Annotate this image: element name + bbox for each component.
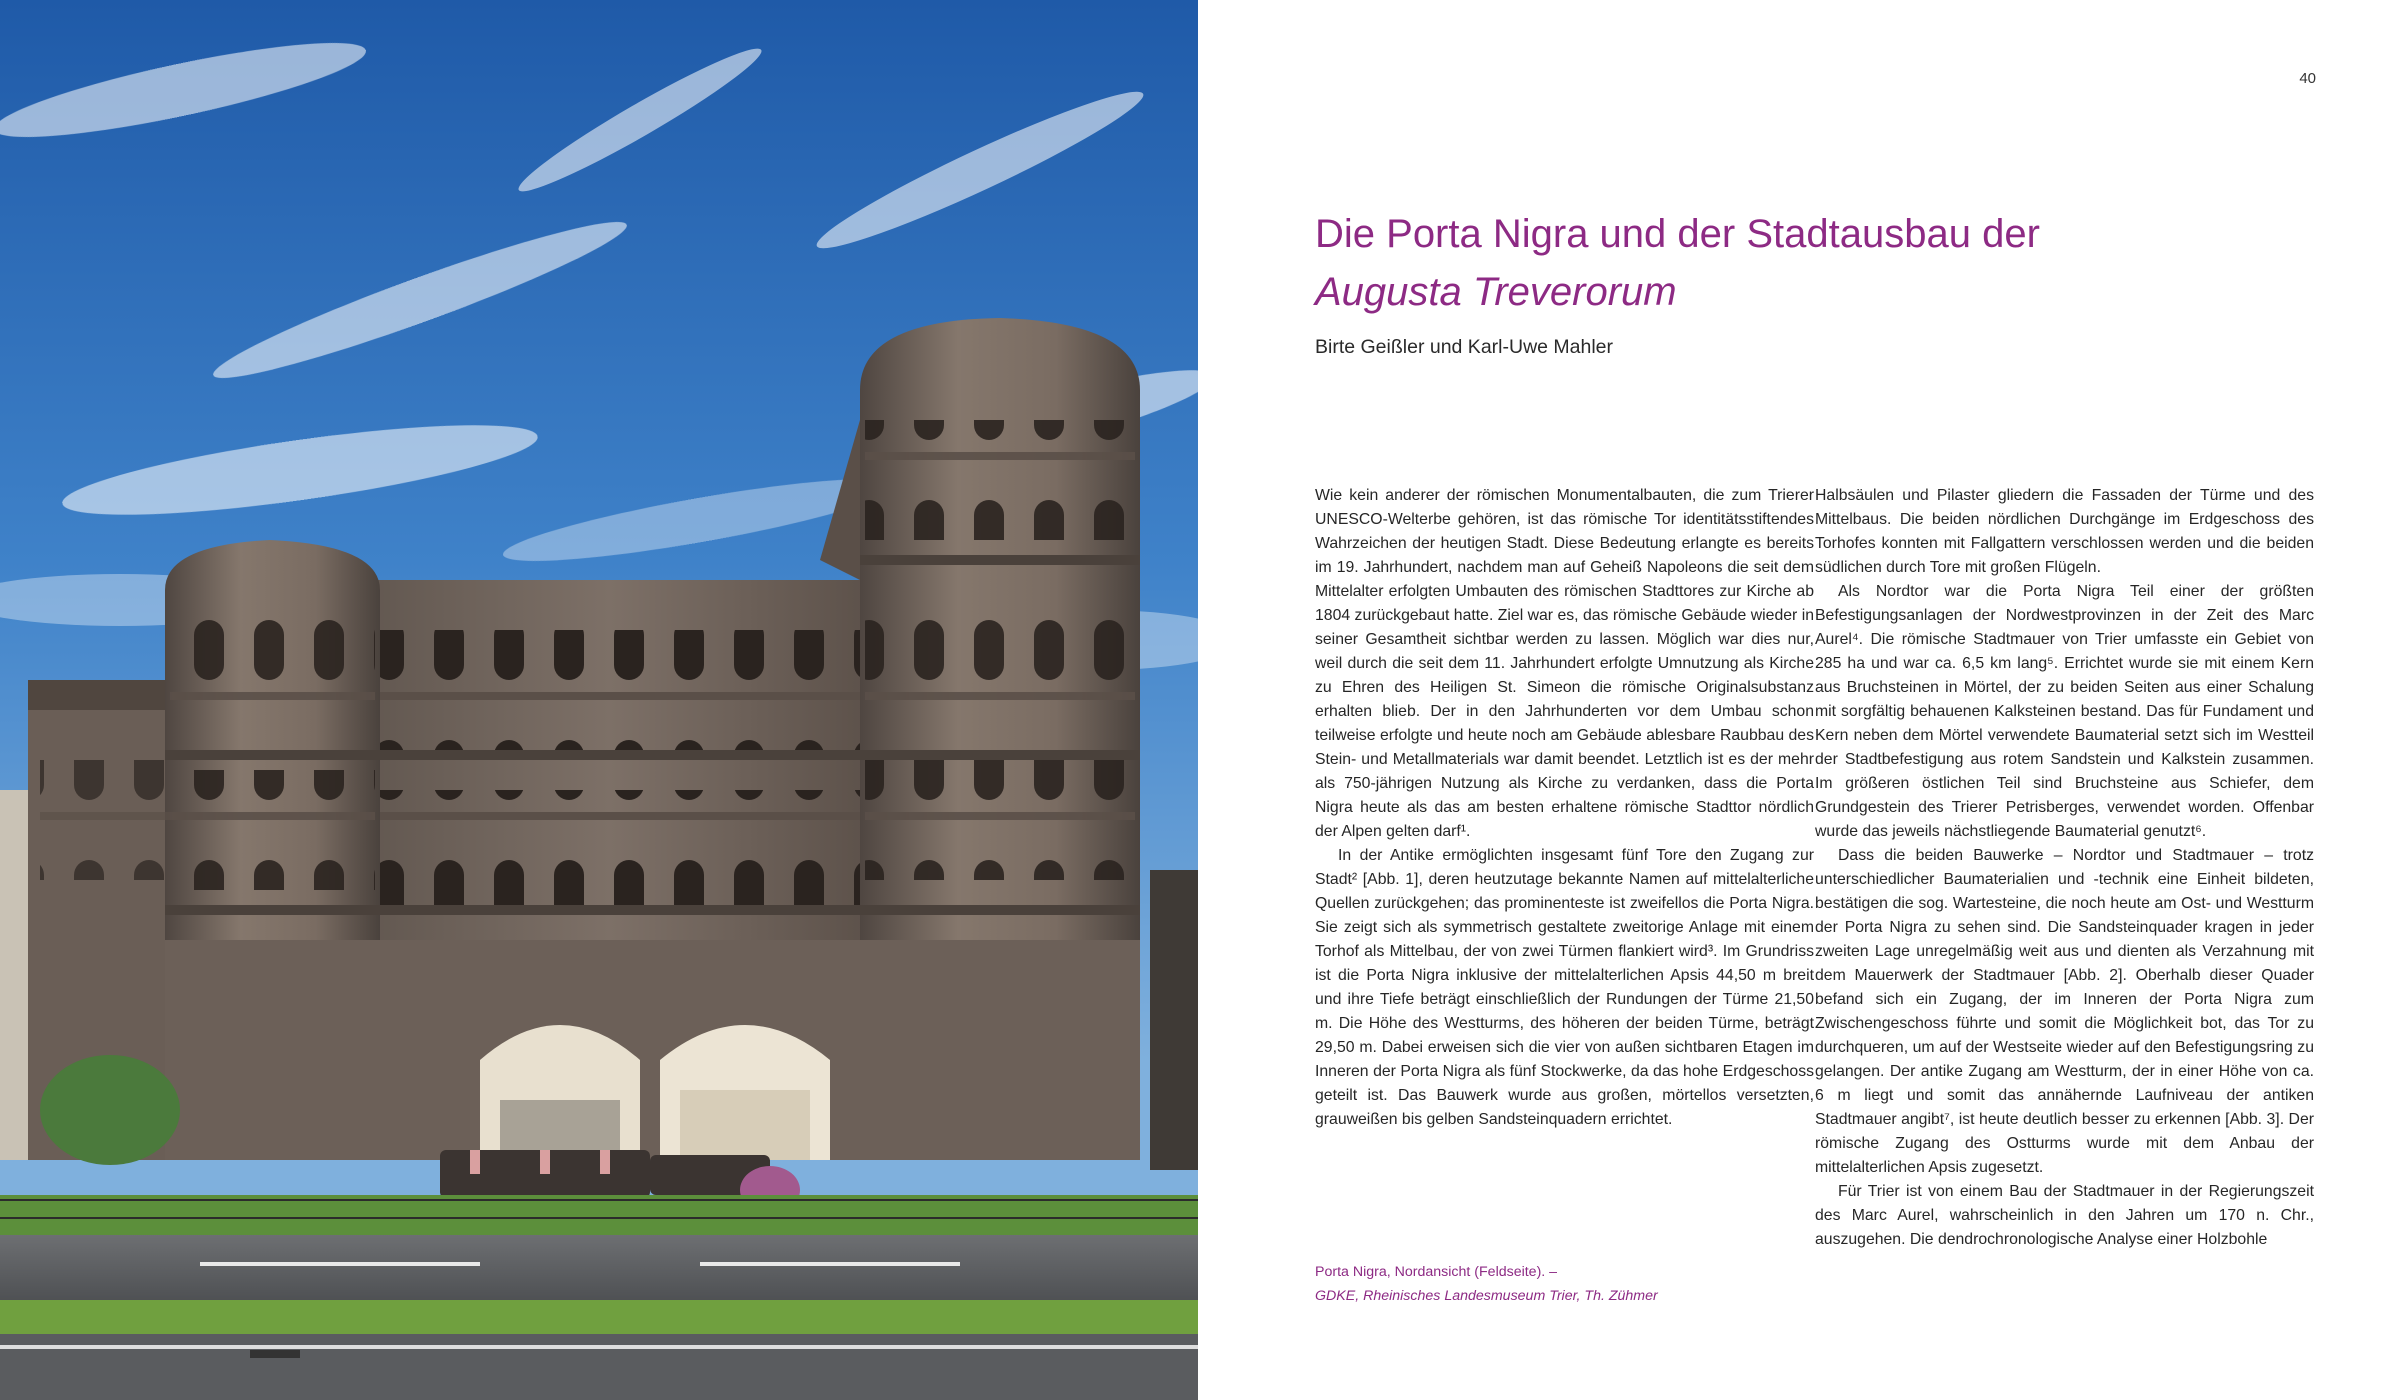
page-number: 40: [2299, 70, 2316, 87]
title-line-2: Augusta Treverorum: [1315, 270, 1677, 314]
caption-text: Porta Nigra, Nordansicht (Feldseite). –: [1315, 1264, 1558, 1280]
paragraph: Für Trier ist von einem Bau der Stadtmauer in der Regierungszeit des Marc Aurel, wahrscheinlich in den Jahren um 170 n. Chr., auszugehen. Die dendrochronologische Analyse einer Holzbohle: [1815, 1183, 2314, 1248]
paragraph: Halbsäulen und Pilaster gliedern die Fassaden der Türme und des Mittelbaus. Die beiden nördlichen Durchgänge im Erdgeschoss des Torhofes konnten mit Fallgattern verschlossen werden und die beiden südlichen durch Tore mit großen Flügeln.: [1815, 487, 2314, 576]
text-page: [1198, 0, 2400, 1400]
caption-credit: GDKE, Rheinisches Landesmuseum Trier, Th. Zühmer: [1315, 1288, 1658, 1304]
authors-byline: Birte Geißler und Karl-Uwe Mahler: [1315, 336, 1614, 358]
article-title: [1315, 205, 2315, 321]
paragraph: In der Antike ermöglichten insgesamt fünf Tore den Zugang zur Stadt² [Abb. 1], deren heutzutage bekannte Namen auf mittelalterliche Quellen zurückgehen; das prominenteste ist zweifellos die Porta Nigra. Sie zeigt sich als symmetrisch gestaltete zweitorige Anlage mit einem Torhof als Mittelbau, der von zwei Türmen flankiert wird³. Im Grundriss ist die Porta Nigra inklusive der mittelalterlichen Apsis 44,50 m breit und ihre Tiefe beträgt einschließlich der Rundungen der Türme 21,50 m. Die Höhe des Westturms, des höheren der beiden Türme, beträgt 29,50 m. Dabei erweisen sich die vier von außen sichtbaren Etagen im Inneren der Porta Nigra als fünf Stockwerke, da das hohe Erdgeschoss geteilt ist. Das Bauwerk wurde aus großen, mörtellos versetzten, grauweißen bis gelben Sandsteinquadern errichtet.: [1315, 847, 1814, 1128]
photo-illustration: [0, 0, 1198, 1400]
figure-caption: [1315, 1260, 1735, 1308]
paragraph: Dass die beiden Bauwerke – Nordtor und Stadtmauer – trotz unterschiedlicher Baumaterialien und -technik eine Einheit bildeten, bestätigen die sog. Wartesteine, die noch heute am Ost- und Westturm der Porta Nigra zu sehen sind. Die Sandsteinquader kragen in jeder zweiten Lage unregelmäßig weit aus und dienten als Verzahnung mit dem Mauerwerk der Stadtmauer [Abb. 2]. Oberhalb dieser Quader befand sich ein Zugang, der im Inneren der Porta Nigra zum Zwischengeschoss führte und somit die Möglichkeit bot, das Tor zu durchqueren, um auf der Westseite wieder auf den Befestigungsring zu gelangen. Der antike Zugang am Westturm, der in einer Höhe von ca. 6 m liegt und somit das annähernde Laufniveau der antiken Stadtmauer angibt⁷, ist heute deutlich besser zu erkennen [Abb. 3]. Der römische Zugang des Ostturms wurde mit dem Anbau der mittelalterlichen Apsis zugesetzt.: [1815, 847, 2314, 1176]
text-column-2: [1815, 484, 2314, 1252]
paragraph: Als Nordtor war die Porta Nigra Teil einer der größten Befestigungsanlagen der Nordwestprovinzen in der Zeit des Marc Aurel⁴. Die römische Stadtmauer von Trier umfasste ein Gebiet von 285 ha und war ca. 6,5 km lang⁵. Errichtet wurde sie mit einem Kern aus Bruchsteinen in Mörtel, der zu beiden Seiten aus einer Schalung mit sorgfältig behauenen Kalksteinen bestand. Das für Fundament und Kern neben dem Mörtel verwendete Baumaterial setzt sich im Westteil der Stadtbefestigung aus rotem Sandstein und Kalkstein zusammen. Im größeren östlichen Teil sind Bruchsteine aus Schiefer, dem Grundgestein des Trierer Petrisberges, verwendet worden. Offenbar wurde das jeweils nächstliegende Baumaterial genutzt⁶.: [1815, 583, 2314, 840]
porta-nigra-photo: [0, 0, 1198, 1400]
paragraph: Wie kein anderer der römischen Monumentalbauten, die zum Trierer UNESCO-Welterbe gehören, ist das römische Tor identitätsstiftendes Wahrzeichen der heutigen Stadt. Diese Bedeutung erlangte es bereits im 19. Jahrhundert, nachdem man auf Geheiß Napoleons die seit dem Mittelalter erfolgten Umbauten des römischen Stadttores zur Kirche ab 1804 zurückgebaut hatte. Ziel war es, das römische Gebäude wieder in seiner Gesamtheit sichtbar werden zu lassen. Möglich war dies nur, weil durch die seit dem 11. Jahrhundert erfolgte Umnutzung als Kirche zu Ehren des Heiligen St. Simeon die römische Originalsubstanz erhalten blieb. Der in den Jahrhunderten vor dem Umbau schon teilweise erfolgte und heute noch am Gebäude ablesbare Raubbau des Stein- und Metallmaterials war damit beendet. Letztlich ist es der mehr als 750-jährigen Nutzung als Kirche zu verdanken, dass die Porta Nigra heute als das am besten erhaltene römische Stadttor nördlich der Alpen gelten darf¹.: [1315, 487, 1814, 840]
title-line-1: Die Porta Nigra und der Stadtausbau der: [1315, 212, 2040, 256]
text-column-1: [1315, 484, 1814, 1132]
